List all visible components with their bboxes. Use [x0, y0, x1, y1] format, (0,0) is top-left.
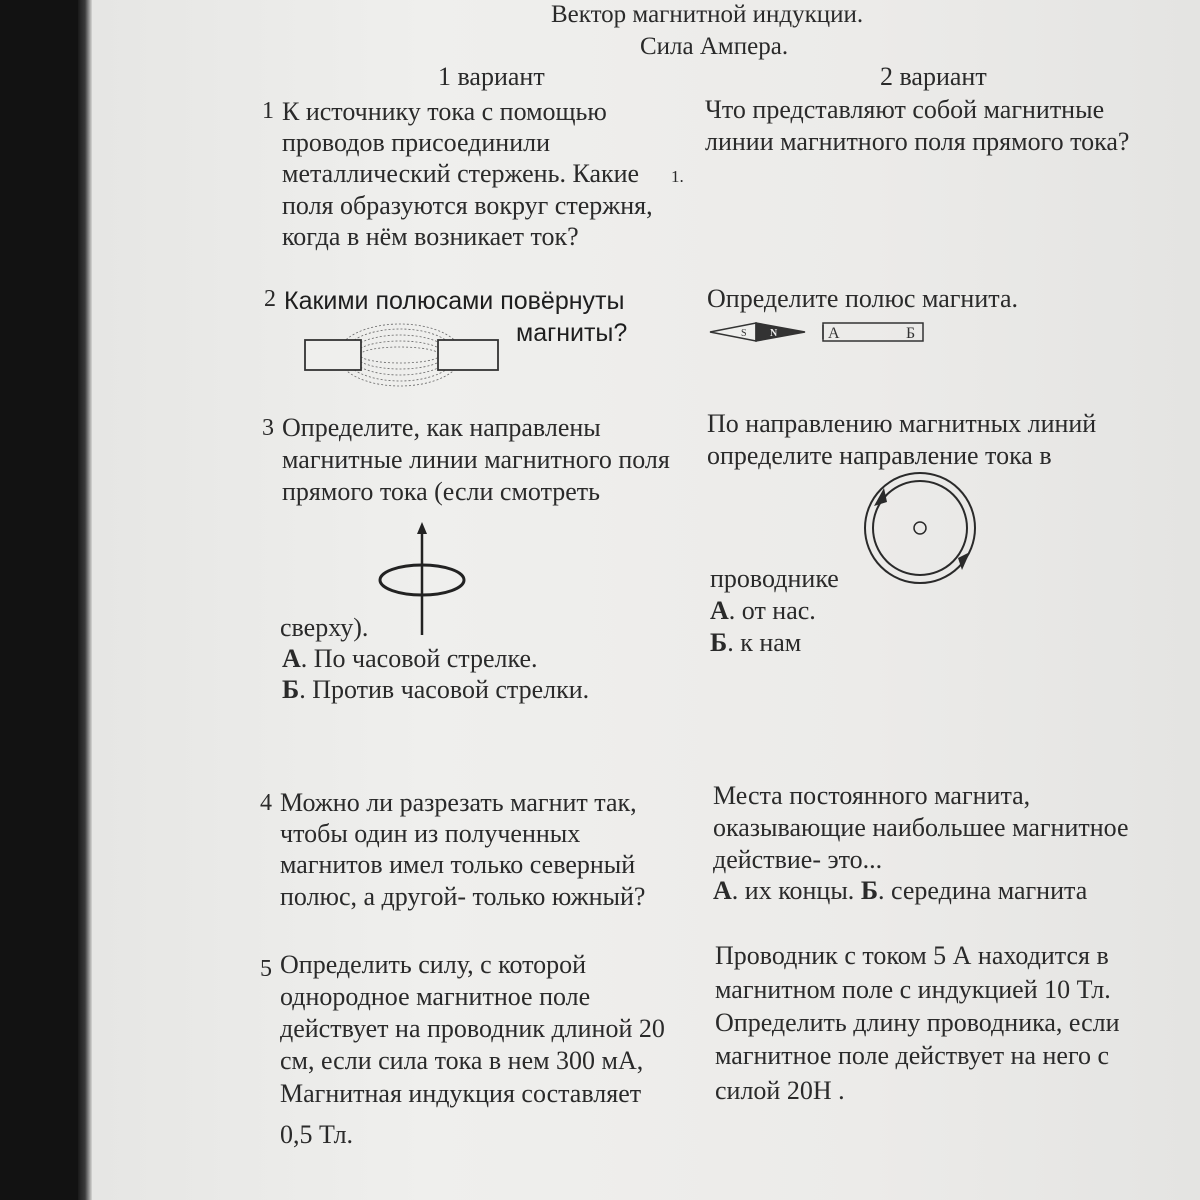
concentric-field-lines-figure	[860, 470, 982, 592]
bezel-edge	[78, 0, 92, 1200]
q2-variant1-line1: Какими полюсами повёрнуты	[284, 287, 625, 315]
q2-variant2-text: Определите полюс магнита.	[707, 284, 1018, 313]
page-title-line2: Сила Ампера.	[640, 33, 789, 60]
question-number: 4	[260, 790, 272, 816]
outer-field-line	[865, 473, 975, 583]
q3-variant2-option-a: А. от нас.	[710, 596, 816, 625]
needle-s-label: S	[741, 328, 747, 339]
q4-variant2-options: А. их концы. Б. середина магнита	[713, 876, 1088, 905]
inner-field-line	[873, 481, 967, 575]
stray-number: 1.	[671, 167, 684, 186]
conductor-icon	[914, 522, 926, 534]
straight-current-figure	[370, 520, 470, 640]
question-number: 3	[262, 415, 274, 441]
variant-2-heading: 2 вариант	[880, 62, 987, 91]
magnet-a-label: А	[828, 325, 840, 342]
question-number: 5	[260, 956, 272, 982]
q3-variant2-option-b: Б. к нам	[710, 628, 802, 657]
compass-needle-figure	[710, 320, 930, 344]
left-magnet	[305, 340, 361, 370]
magnets-field-figure	[300, 318, 510, 388]
monitor-bezel	[0, 0, 88, 1200]
variant-1-heading: 1 вариант	[438, 62, 545, 91]
q3-variant1-option-a: А. По часовой стрелке.	[282, 644, 538, 673]
needle-n-label: N	[770, 328, 778, 339]
needle-south-half	[710, 323, 756, 341]
q3-variant1-option-b: Б. Против часовой стрелки.	[282, 675, 590, 704]
current-arrow-icon	[417, 522, 427, 534]
magnet-b-label: Б	[906, 325, 916, 342]
page-title-line1: Вектор магнитной индукции.	[551, 1, 864, 28]
q2-variant1-line2: магниты?	[516, 319, 628, 347]
needle-north-half	[756, 323, 805, 341]
question-number: 1	[262, 98, 274, 124]
right-magnet	[438, 340, 498, 370]
question-number: 2	[264, 286, 276, 312]
